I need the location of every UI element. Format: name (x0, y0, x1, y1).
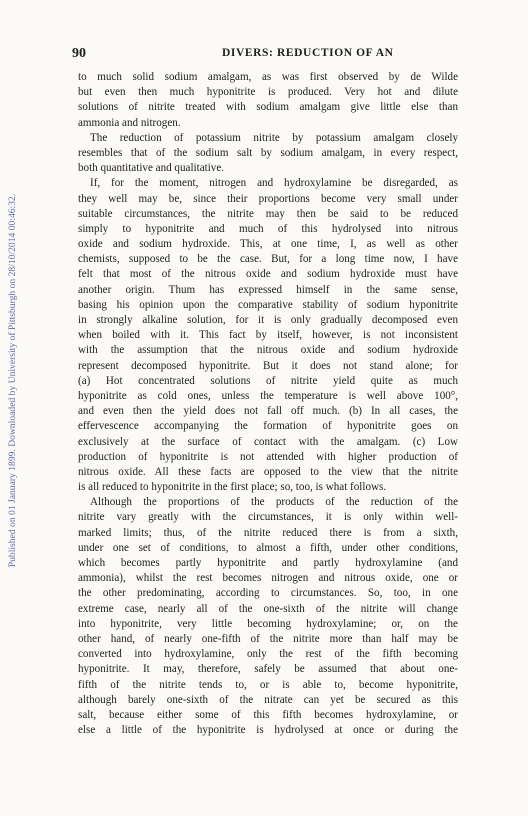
text-line: simply to hyponitrite and much of this hydrolysed into nitrous (78, 222, 458, 235)
text-line: salt, because either some of this fifth becomes hydroxylamine, or (78, 708, 458, 721)
text-line: fifth of the nitrite tends to, or is able to, become hyponitrite, (78, 678, 458, 691)
text-line: both quantitative and qualitative. (78, 162, 225, 175)
text-line: (a) Hot concentrated solutions of nitrite yield quite as much (78, 374, 458, 387)
page-number: 90 (72, 46, 86, 61)
text-line: under one set of conditions, to almost a fifth, under other conditions, (78, 541, 458, 554)
text-line: chemists, supposed to be the case. But, for a long time now, I have (78, 253, 458, 266)
download-margin-note (6, 120, 20, 640)
margin-note-text: Published on 01 January 1899. Downloaded by University of Pittsburgh on 28/10/2014 00:46:32. (7, 193, 19, 567)
text-line: ammonia), whilst the rest becomes nitrogen and nitrous oxide, one or (78, 572, 458, 585)
text-line: they well may be, since their proportions become very small under (78, 192, 458, 205)
text-line: which becomes partly hyponitrite and partly hydroxylamine (and (78, 557, 458, 569)
text-line: into hyponitrite, very little becoming hydroxylamine; or, on the (78, 617, 458, 630)
page-header (72, 46, 472, 62)
text-line: hyponitrite as cold ones, unless the temperature is well above 100°, (78, 389, 458, 402)
text-line: If, for the moment, nitrogen and hydroxylamine be disregarded, as (90, 177, 458, 190)
text-line: although barely one-sixth of the nitrate can yet be secured as this (78, 693, 458, 706)
text-line: but even then much hyponitrite is produced. Very hot and dilute (78, 86, 458, 99)
text-line: when boiled with it. This fact by itself, however, is not inconsistent (78, 329, 458, 342)
text-line: nitrite vary greatly with the circumstances, it is only within well- (78, 511, 458, 524)
text-line: is all reduced to hyponitrite in the first place; so, too, is what follows. (78, 481, 387, 494)
text-line: Although the proportions of the products of the reduction of the (90, 496, 458, 509)
text-line: another origin. Thum has expressed himself in the same sense, (78, 283, 458, 296)
text-line: resembles that of the sodium salt by sodium amalgam, in every respect, (78, 146, 458, 159)
text-line: extreme case, nearly all of the one-sixth of the nitrite will change (78, 602, 458, 615)
text-line: marked limits; thus, of the nitrite reduced there is from a sixth, (78, 526, 458, 539)
text-line: hyponitrite. It may, therefore, safely be assumed that about one- (78, 663, 458, 676)
text-line: The reduction of potassium nitrite by potassium amalgam closely (90, 131, 458, 144)
text-line: in strongly alkaline solution, for it is only gradually decomposed even (78, 314, 458, 326)
running-head: DIVERS: REDUCTION OF AN (222, 47, 394, 59)
text-line: production of hyponitrite is not attended with higher production of (78, 450, 458, 463)
text-line: converted into hydroxylamine, only the rest of the fifth becoming (78, 648, 458, 661)
text-line: ammonia and nitrogen. (78, 116, 181, 129)
body-text (78, 70, 458, 738)
text-line: basing his opinion upon the comparative stability of sodium hyponitrite (78, 298, 458, 311)
text-line: other hand, of nearly one-fifth of the nitrite more than half may be (78, 632, 458, 645)
text-line: solutions of nitrite treated with sodium amalgam give little else than (78, 101, 458, 114)
text-line: felt that most of the nitrous oxide and sodium hydroxide must have (78, 268, 458, 281)
text-line: and even then the yield does not fall off much. (b) In all cases, the (78, 405, 458, 418)
text-line: the other predominating, according to circumstances. So, too, in one (78, 587, 458, 600)
text-line: suitable circumstances, the nitrite may then be said to be reduced (78, 207, 458, 220)
text-line: effervescence accompanying the formation of hyponitrite goes on (78, 420, 458, 433)
text-line: to much solid sodium amalgam, as was first observed by de Wilde (78, 71, 458, 83)
text-line: with the assumption that the nitrous oxide and sodium hydroxide (78, 344, 458, 357)
text-line: represent decomposed hyponitrite. But it does not stand alone; for (78, 359, 458, 372)
text-line: exclusively at the surface of contact with the amalgam. (c) Low (78, 435, 458, 448)
text-line: nitrous oxide. All these facts are opposed to the view that the nitrite (78, 465, 458, 478)
text-line: oxide and sodium hydroxide. This, at one time, I, as well as other (78, 238, 458, 251)
text-line: else a little of the hyponitrite is hydrolysed at once or during the (78, 724, 458, 737)
